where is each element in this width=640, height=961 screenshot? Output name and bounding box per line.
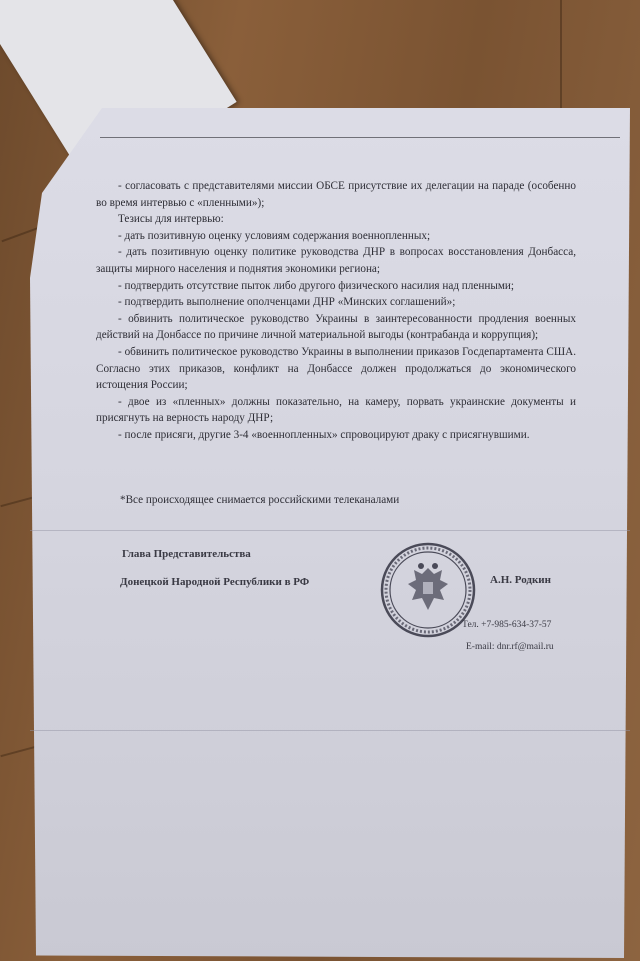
signatory-name: А.Н. Родкин — [490, 574, 551, 586]
theses-heading: Тезисы для интервью: — [118, 213, 224, 226]
paragraph: - подтвердить выполнение ополченцами ДНР «Минских соглашений»; — [118, 296, 456, 309]
paragraph: - после присяги, другие 3-4 «военнопленных» спровоцируют драку с присягнувшими. — [118, 428, 530, 441]
paragraph: - подтвердить отсутствие пыток либо другого физического насилия над пленными; — [118, 279, 515, 292]
paragraph: - обвинить политическое руководство Украины в заинтересованности продления военных действий на Донбассе по причине личной материальной выгоды (контрабанда и коррупция); — [96, 312, 576, 342]
header-rule — [100, 137, 620, 138]
phone-number: Тел. +7-985-634-37-57 — [462, 620, 552, 630]
document-body — [96, 178, 576, 444]
paragraph: - согласовать с представителями миссии ОБСЕ присутствие их делегации на параде (особенно во время интервью с «пленными»); — [96, 180, 576, 209]
signatory-title-line-1: Глава Представительства — [122, 548, 251, 560]
email-address: E-mail: dnr.rf@mail.ru — [466, 642, 554, 652]
paper-fold-line — [30, 730, 630, 731]
paragraph: - обвинить политическое руководство Украины в выполнении приказов Госдепартамента США. Согласно этих приказов, конфликт на Донбассе должен продолжаться до экономического истощения России; — [96, 345, 576, 392]
paper-fold-line — [30, 530, 630, 531]
paragraph: - дать позитивную оценку политике руководства ДНР в вопросах восстановления Донбасса, защиты мирного населения и поднятия экономики региона; — [96, 246, 576, 275]
paragraph: - дать позитивную оценку условиям содержания военнопленных; — [118, 229, 431, 242]
paragraph: - двое из «пленных» должны показательно, на камеру, порвать украинские документы и присягнуть на верность народу ДНР; — [96, 395, 576, 425]
footnote: *Все происходящее снимается российскими телеканалами — [120, 494, 400, 506]
signatory-title-line-2: Донецкой Народной Республики в РФ — [120, 576, 310, 588]
